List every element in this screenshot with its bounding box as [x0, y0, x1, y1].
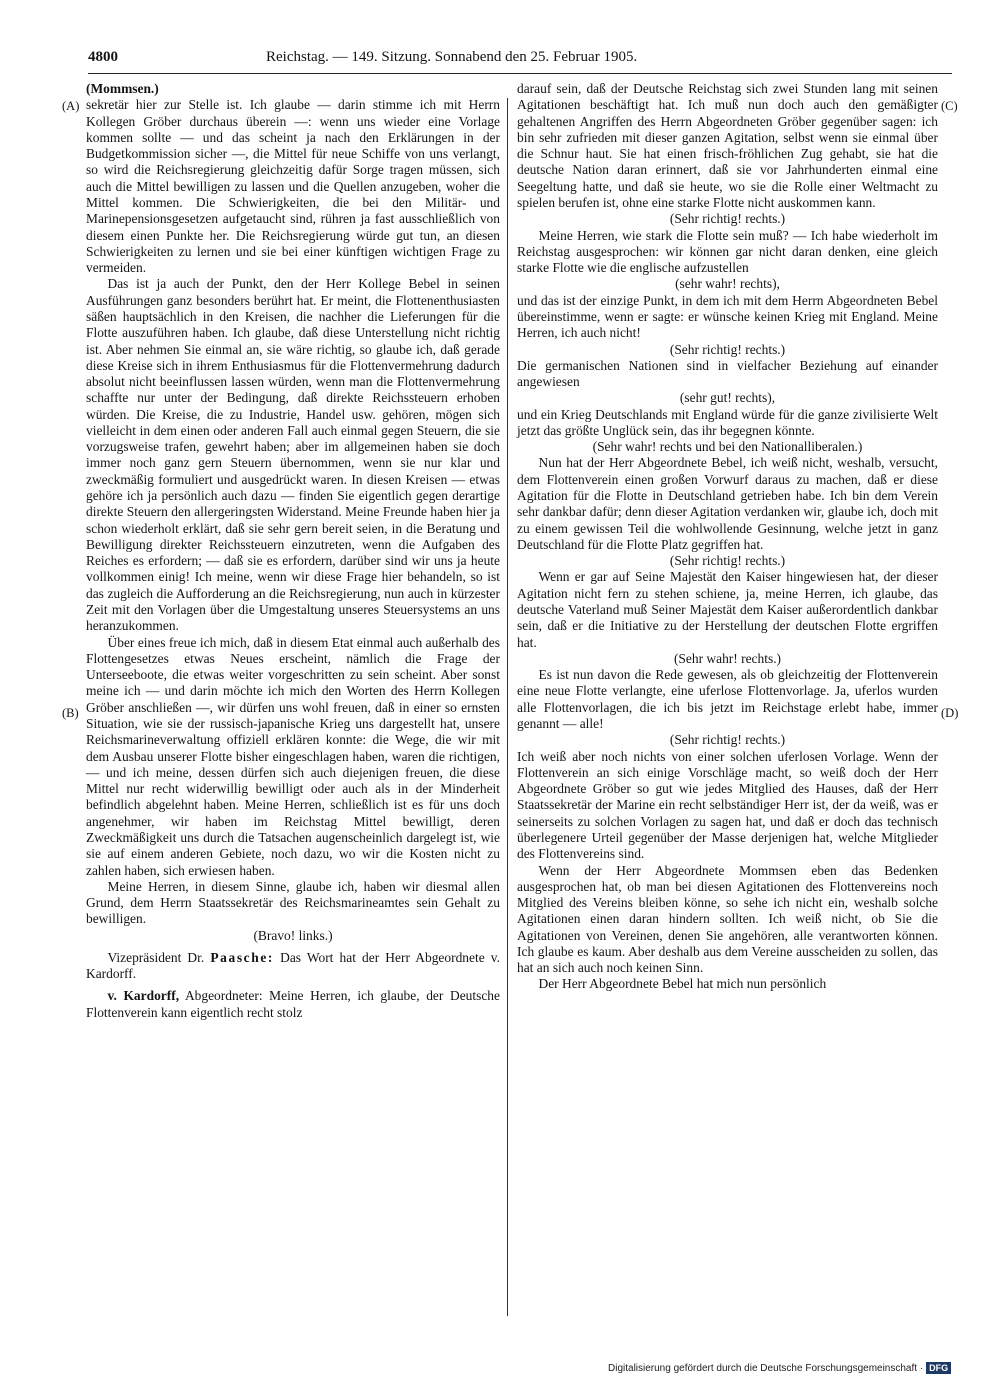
paragraph: Ich weiß aber noch nichts von einer solchen uferlosen Vorlage. Wenn der Flottenverein an sich einige Vorschläge macht, so weiß doch der Herr Abgeordnete Gröber so gut wie jedes Mitglied des Hauses, daß der Herr Staatssekretär der Marine ein recht selbständiger Herr ist, der da weiß, was er seinerseits zu solchen Vorlagen zu sagen hat, und daß er doch das technisch überlegenere Urteil gegenüber der Masse derjenigen hat, welche Mitglieder des Flottenvereins sind.: [517, 748, 938, 862]
paragraph: sekretär hier zur Stelle ist. Ich glaube — darin stimme ich mit Herrn Kollegen Gröber durchaus überein —: wenn uns wieder eine Vorlage kommen sollte — und das scheint ja nach den Erklärungen in der Budgetkommission sicher —, die Mittel für neue Schiffe von uns verlangt, so wird die Reichsregierung gleichzeitig dafür Sorge tragen müssen, sich auch die Mittel bewilligen zu lassen und die Quellen anzugeben, woher die Mittel kommen. Die Schwierigkeiten, die bei den Militär- und Marinepensionsgesetzen aufgetaucht sind, rühren ja fast ausschließlich von diesem einen Punkte her. Die Reichsregierung würde gut tun, an diesen Schwierigkeiten zu lernen und sie bei einer künftigen wichtigen Frage zu vermeiden.: [86, 97, 500, 276]
paragraph: darauf sein, daß der Deutsche Reichstag sich zwei Stunden lang mit seinen Agitationen beschäftigt hat. Ich muß nun doch auch den gemäßigter gehaltenen Angriffen des Herrn Abgeordneten Gröber gegenüber sagen: ich bin sehr zufrieden mit dieser ganzen Agitation, selbst wenn sie einmal über die Schnur haut. Sie hat einen frisch-fröhlichen Zug gehabt, sie hat die deutsche Nation daran erinnert, daß sie vor Jahrhunderten einmal eine Seegeltung hatte, und daß sie heute, wo sie die Rolle einer Weltmacht zu spielen berufen ist, ohne eine starke Flotte nicht auskommen kann.: [517, 81, 938, 210]
speaker-name: v. Kardorff,: [107, 988, 180, 1004]
speech-text: Abgeordneter: Meine Herren, ich glaube, der Deutsche Flottenverein kann eigentlich recht stolz: [86, 988, 500, 1020]
interjection: (Sehr richtig! rechts.): [669, 341, 786, 357]
paragraph: und das ist der einzige Punkt, in dem ich mit dem Herrn Abgeordneten Bebel übereinstimme, wenn er sagte: er wünsche keinen Krieg mit England. Meine Herren, ich auch nicht!: [517, 292, 938, 341]
paragraph: Über eines freue ich mich, daß in diesem Etat einmal auch außerhalb des Flottengesetzes etwas Neues erscheint, nämlich die Frage der Unterseeboote, die etwas weiter vorgeschritten zu sein scheint. Aber sonst meine ich — und darin möchte ich mich den Worten des Herrn Kollegen Gröber anschließen —, wir dürfen uns wohl freuen, daß in einer so ernsten Situation, wie sie der russisch-japanische Krieg uns dargestellt hat, unsere Reichsmarineverwaltung offiziell erklären konnte: die Wege, die wir mit dem Ausbau unserer Flotte bisher eingeschlagen haben, waren die richtigen, — und ich meine, dessen dürfen sich auch diejenigen freuen, die diese Mittel nur recht widerwillig bewilligt oder auch als in der Minderheit befindlich abgelehnt haben. Meine Herren, schließlich ist es für uns doch angenehmer, wir haben im Reichstag Mittel bewilligt, deren Zweckmäßigkeit uns durch die Tatsachen augenscheinlich dargelegt ist, wie sie auf einem anderen Gebiete, noch dazu, wo wir die Kosten nicht zu zahlen haben, sich erwiesen haben.: [86, 634, 500, 878]
interjection: (Sehr richtig! rechts.): [669, 211, 786, 227]
right-column: [517, 81, 938, 993]
margin-mark-d: (D): [941, 706, 959, 720]
paragraph: Wenn der Herr Abgeordnete Mommsen eben das Bedenken ausgesprochen hat, ob man bei diesen Agitationen des Flottenvereins noch Mitglied des Vereins bleiben könne, so sehe ich nicht ein, weshalb solche Agitationen einen daran hindern sollten. Ich weiß nicht, ob Sie die Agitationen von Vereinen, denen Sie angehören, alle verantworten können. Ich glaube es kaum. Aber deshalb aus dem Vereine ausscheiden zu sollen, das hat an sich auch noch keinen Sinn.: [517, 862, 938, 976]
margin-mark-b: (B): [62, 706, 79, 720]
paragraph: und ein Krieg Deutschlands mit England würde für die ganze zivilisierte Welt jetzt das größte Unglück sein, das ihr begegnen könnte.: [517, 406, 938, 438]
left-column: [86, 81, 500, 1021]
vp-text: Das Wort hat der Herr Abgeordnete v. Kardorff.: [86, 949, 500, 982]
dfg-logo: DFG: [926, 1362, 951, 1374]
interjection: (Bravo! links.): [253, 927, 333, 943]
paragraph: Das ist ja auch der Punkt, den der Herr Kollege Bebel in seinen Ausführungen ganz besonders berührt hat. Er meint, die Flottenenthusiasten säßen hauptsächlich in den Kreisen, die nachher die Lieferungen für die Flotte auszuführen haben. Ich glaube, daß diese Unterstellung nicht richtig ist. Aber nehmen Sie einmal an, sie wäre richtig, so glaube ich, daß gerade diese Kreise sich in ihrem Enthusiasmus für die Flottenvermehrung dadurch absolut nicht beeinflussen lassen würden, wenn man die Flottenvermehrung schaffte nur unter der Bedingung, daß direkte Reichssteuern erhoben würden. Die Kreise, die zu Industrie, Handel usw. gehören, mögen sich vielleicht in dem einen oder anderen Fall auch einmal gegen Steuern, die sie vorzugsweise trafen, gewehrt haben; aber im allgemeinen haben sie doch immer noch ganz gern Steuern übernommen, wenn sie nur klar und zweckmäßig formuliert und ausgedrückt waren. In diesen Kreisen — etwas gehöre ich ja persönlich auch dazu — finden Sie eigentlich gegen derartige direkte Steuern den allergeringsten Widerstand. Meine Freunde haben hier ja schon wiederholt erklärt, daß sie sehr gern bereit seien, in die Beratung und Bewilligung direkter Reichssteuern einzutreten, wenn die Aufgaben des Reiches es erfordern; — daß sie es erfordern, darüber sind wir uns ja heute vollkommen einig! Ich meine, wenn wir diese Frage hier behandeln, so ist das zugleich die Aufforderung an die Reichsregierung, nun auch in kürzester Zeit mit den Vorlagen über die Umgestaltung unseres Steuersystems an uns heranzukommen.: [86, 276, 500, 634]
interjection: (Sehr wahr! rechts und bei den Nationalliberalen.): [592, 439, 863, 455]
margin-mark-a: (A): [62, 99, 80, 113]
paragraph: Es ist nun davon die Rede gewesen, als ob gleichzeitig der Flottenverein eine neue Flotte verlangte, eine uferlose Flottenvorlage. Ja, uferlos wurden alle Flottenvorlagen, die ich bis jetzt im Reichstage erlebt habe, immer genannt — alle!: [517, 667, 938, 731]
page-number: 4800: [88, 49, 118, 65]
column-divider: [507, 98, 508, 1316]
interjection: (sehr gut! rechts),: [679, 390, 776, 406]
paragraph: Meine Herren, in diesem Sinne, glaube ich, haben wir diesmal allen Grund, dem Herrn Staatssekretär des Reichsmarineamtes sein Gehalt zu bewilligen.: [86, 878, 500, 927]
interjection: (Sehr richtig! rechts.): [669, 553, 786, 569]
paragraph: Der Herr Abgeordnete Bebel hat mich nun persönlich: [538, 976, 827, 992]
margin-mark-c: (C): [941, 99, 958, 113]
vp-name: Paasche:: [210, 949, 275, 965]
interjection: (sehr wahr! rechts),: [675, 276, 780, 292]
kardorff-statement: [86, 988, 500, 1021]
paragraph: Nun hat der Herr Abgeordnete Bebel, ich weiß nicht, weshalb, versucht, dem Flottenverein einen großen Vorwurf daraus zu machen, daß er diese Agitation für die Flotte in Deutschland getrieben habe. Ich bin dem Verein sehr dankbar dafür; denn dieser Agitation verdanken wir, glaube ich, doch mit zu einem gewissen Teil die wohlwollende Gesinnung, welche jetzt in ganz Deutschland für die Flotte Platz gegriffen hat.: [517, 455, 938, 552]
paragraph: Wenn er gar auf Seine Majestät den Kaiser hingewiesen hat, der dieser Agitation nicht fern zu stehen schiene, ja, meine Herren, ich glaube, das deutsche Vaterland muß Seiner Majestät dem Kaiser außerordentlich dankbar sein, daß er die Initiative zu der Herstellung der deutschen Flotte ergriffen hat.: [517, 569, 938, 650]
interjection: (Sehr richtig! rechts.): [669, 732, 786, 748]
page-running-title: Reichstag. — 149. Sitzung. Sonnabend den 25. Februar 1905.: [266, 49, 638, 65]
vice-president-statement: [86, 950, 500, 983]
credit-text: Digitalisierung gefördert durch die Deutsche Forschungsgemeinschaft ·: [608, 1363, 924, 1374]
interjection: (Sehr wahr! rechts.): [673, 650, 782, 666]
paragraph: Meine Herren, wie stark die Flotte sein muß? — Ich habe wiederholt im Reichstag ausgesprochen: wir können gar nicht daran denken, eine gleich starke Flotte wie die englische aufzustellen: [517, 227, 938, 276]
vp-label: Vizepräsident Dr.: [107, 949, 205, 965]
paragraph: Die germanischen Nationen sind in vielfacher Beziehung auf einander angewiesen: [517, 357, 938, 390]
page-header: [88, 49, 952, 74]
digitization-credit: [608, 1362, 951, 1374]
speaker-tag: (Mommsen.): [86, 81, 159, 96]
